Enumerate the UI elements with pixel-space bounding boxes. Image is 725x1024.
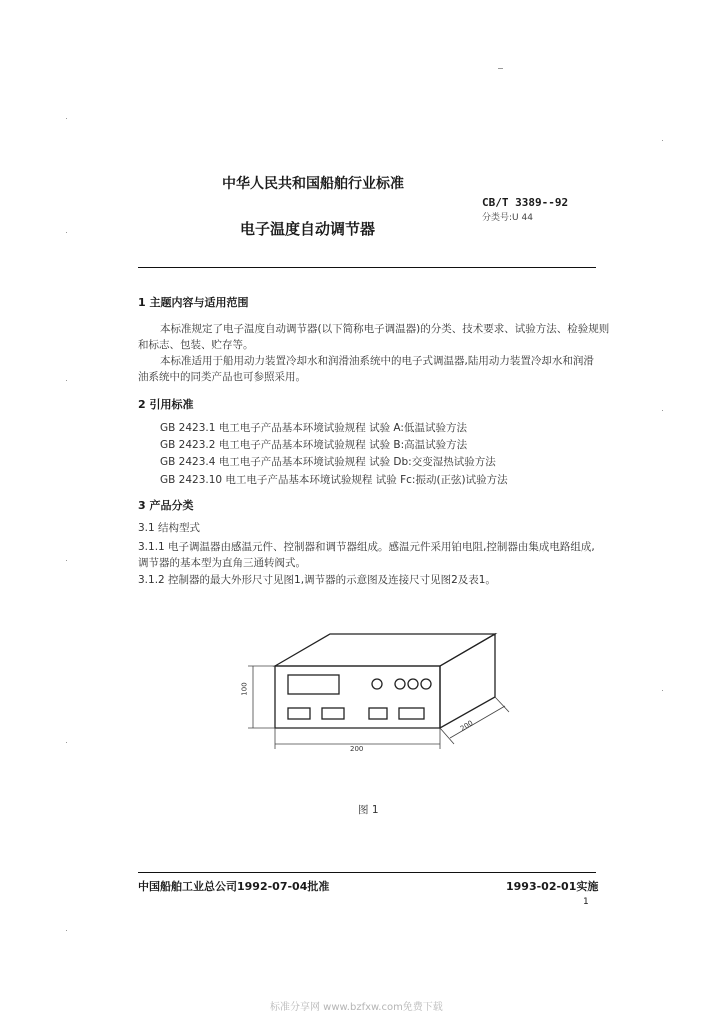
section-2-heading: 2 引用标准 — [138, 398, 194, 411]
page-number: 1 — [583, 897, 589, 907]
reference-standard: GB 2423.2 电工电子产品基本环境试验规程 试验 B:高温试验方法 — [160, 439, 468, 451]
scan-speck — [66, 930, 67, 931]
section-1-para-2-line-1: 本标准适用于船用动力装置冷却水和润滑油系统中的电子式调温器,陆用动力装置冷却水和润滑 — [160, 355, 594, 367]
switch-icon — [399, 708, 424, 719]
subsection-3-1-1-line-2: 调节器的基本型为直角三通转阀式。 — [138, 557, 306, 569]
scan-speck — [66, 742, 67, 743]
reference-standard: GB 2423.1 电工电子产品基本环境试验规程 试验 A:低温试验方法 — [160, 422, 467, 434]
depth-dimension-label: 200 — [458, 719, 475, 733]
footer-rule — [138, 872, 596, 873]
section-3-heading: 3 产品分类 — [138, 499, 194, 512]
section-1-para-2-line-2: 油系统中的同类产品也可参照采用。 — [138, 371, 306, 383]
section-1-heading: 1 主题内容与适用范围 — [138, 296, 249, 309]
reference-standard: GB 2423.4 电工电子产品基本环境试验规程 试验 Db:交变湿热试验方法 — [160, 456, 496, 468]
knob-icon — [408, 679, 418, 689]
switch-icon — [288, 708, 310, 719]
scan-speck — [66, 118, 67, 119]
scan-speck — [498, 68, 503, 69]
switch-icon — [369, 708, 387, 719]
subsection-3-1-2: 3.1.2 控制器的最大外形尺寸见图1,调节器的示意图及连接尺寸见图2及表1。 — [138, 574, 496, 586]
scan-speck — [66, 232, 67, 233]
box-side-face — [440, 634, 495, 728]
document-title: 电子温度自动调节器 — [240, 220, 376, 238]
classification-code: 分类号:U 44 — [482, 213, 533, 223]
knob-icon — [395, 679, 405, 689]
subsection-3-1-heading: 3.1 结构型式 — [138, 522, 201, 534]
height-dimension-label: 100 — [240, 682, 249, 696]
scan-speck — [66, 380, 67, 381]
depth-dimension-line — [450, 706, 505, 738]
subsection-3-1-1-line-1: 3.1.1 电子调温器由感温元件、控制器和调节器组成。感温元件采用铂电阻,控制器由集成电路组成, — [138, 541, 595, 553]
effective-date: 1993-02-01实施 — [506, 880, 599, 893]
display-window-icon — [288, 675, 339, 694]
approval-line: 中国船舶工业总公司1992-07-04批准 — [138, 880, 330, 893]
scan-speck — [662, 410, 663, 411]
box-top-face — [275, 634, 495, 666]
reference-standard: GB 2423.10 电工电子产品基本环境试验规程 试验 Fc:振动(正弦)试验方法 — [160, 474, 508, 486]
org-title: 中华人民共和国船舶行业标准 — [222, 176, 404, 192]
scan-speck — [66, 560, 67, 561]
scan-speck — [662, 690, 663, 691]
watermark-text: 标准分享网 www.bzfxw.com免费下载 — [270, 1002, 443, 1013]
scan-speck — [662, 140, 663, 141]
knob-icon — [372, 679, 382, 689]
section-1-para-1-line-1: 本标准规定了电子温度自动调节器(以下简称电子调温器)的分类、技术要求、试验方法、检验规则 — [160, 323, 610, 335]
figure-caption: 图 1 — [358, 804, 379, 816]
knob-icon — [421, 679, 431, 689]
switch-icon — [322, 708, 344, 719]
width-dimension-label: 200 — [350, 745, 364, 753]
standard-code: CB/T 3389--92 — [482, 196, 569, 209]
section-1-para-1-line-2: 和标志、包装、贮存等。 — [138, 339, 254, 351]
